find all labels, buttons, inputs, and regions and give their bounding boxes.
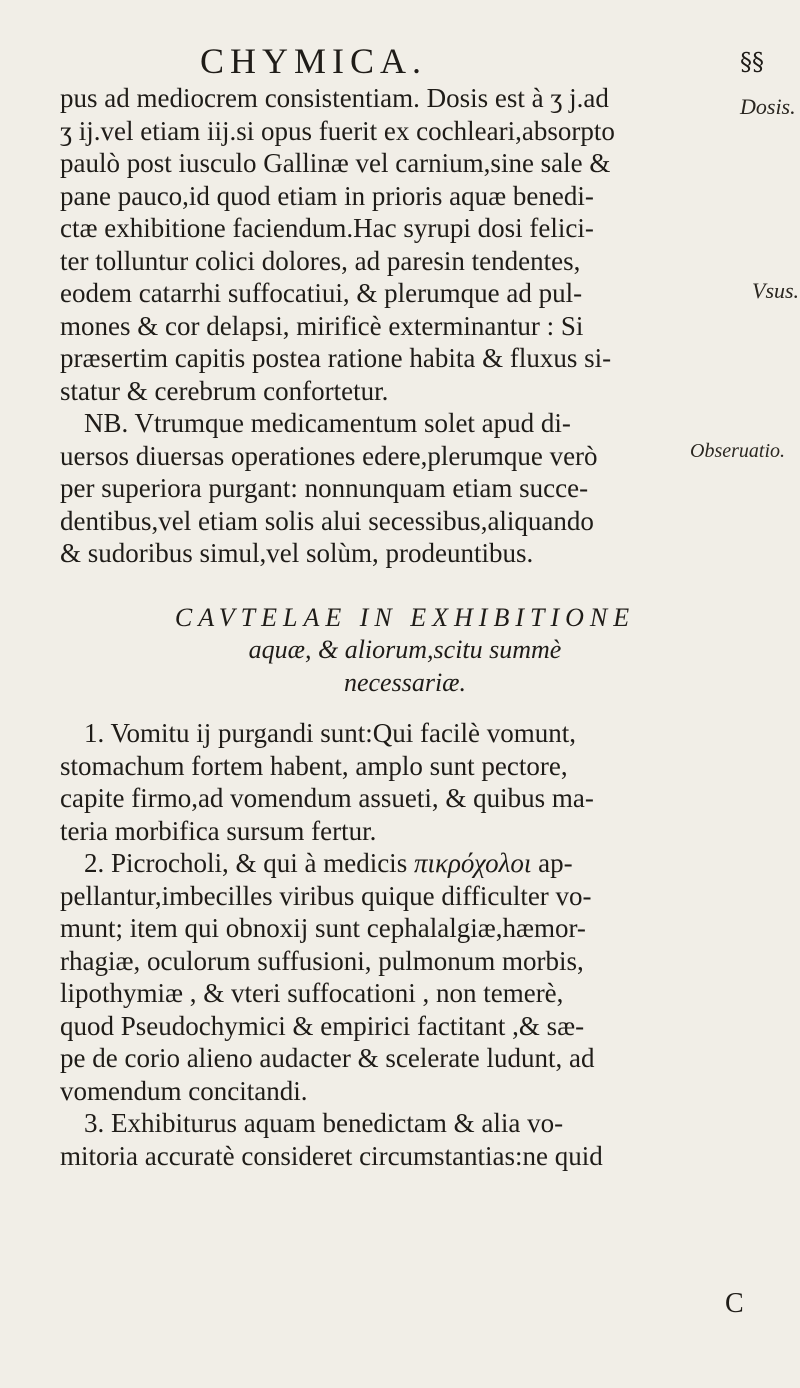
item-1 bbox=[60, 717, 750, 847]
text-line: & sudoribus simul,vel solùm, prodeuntibus. bbox=[60, 538, 534, 568]
text-line: munt; item qui obnoxij sunt cephalalgiæ,hæmor- bbox=[60, 913, 586, 943]
text-line: dentibus,vel etiam solis alui secessibus,aliquando bbox=[60, 505, 594, 536]
margin-note-observatio: Obseruatio. bbox=[690, 440, 785, 462]
section-subheading: necessariæ. bbox=[343, 667, 467, 697]
paragraph-nota-bene bbox=[60, 407, 750, 570]
text-line: per superiora purgant: nonnunquam etiam succe- bbox=[60, 473, 589, 503]
text-line: ctæ exhibitione faciendum.Hac syrupi dosi felici- bbox=[60, 213, 594, 243]
greek-term: πικρόχολοι bbox=[413, 848, 532, 878]
text-segment: ap- bbox=[531, 848, 573, 878]
text-line: pus ad mediocrem consistentiam. Dosis est à ʒ j.ad bbox=[60, 83, 609, 113]
text-line: pe de corio alieno audacter & scelerate ludunt, ad bbox=[60, 1043, 595, 1073]
text-line: NB. Vtrumque medicamentum solet apud di- bbox=[84, 408, 571, 438]
text-line: ʒ ij.vel etiam iij.si opus fuerit ex cochleari,absorpto bbox=[60, 115, 615, 146]
text-line: uersos diuersas operationes edere,plerumque verò bbox=[60, 440, 598, 471]
text-line: capite firmo,ad vomendum assueti, & quibus ma- bbox=[60, 783, 594, 813]
text-segment: 2. Picrocholi, & qui à medicis bbox=[84, 848, 408, 878]
margin-note-dosis: Dosis. bbox=[740, 94, 796, 119]
text-line: pane pauco,id quod etiam in prioris aquæ benedi- bbox=[60, 180, 594, 211]
signature-mark: C bbox=[725, 1288, 744, 1319]
text-line: 1. Vomitu ij purgandi sunt:Qui facilè vomunt, bbox=[84, 718, 576, 748]
section-heading-block bbox=[60, 602, 750, 700]
text-line: 3. Exhibiturus aquam benedictam & alia vo- bbox=[84, 1108, 564, 1138]
text-line: mitoria accuratè consideret circumstantias:ne quid bbox=[60, 1140, 603, 1171]
running-head: CHYMICA. bbox=[200, 41, 428, 81]
spacer bbox=[60, 570, 750, 596]
text-line: ter tolluntur colici dolores, ad paresin tendentes, bbox=[60, 245, 581, 276]
spacer bbox=[60, 699, 750, 717]
section-subheading: aquæ, & aliorum,scitu summè bbox=[248, 635, 562, 664]
body-text bbox=[60, 82, 750, 1172]
item-2 bbox=[60, 847, 750, 1107]
item-3 bbox=[60, 1107, 750, 1172]
text-line: teria morbifica sursum fertur. bbox=[60, 815, 377, 846]
text-line: statur & cerebrum confortetur. bbox=[60, 375, 389, 406]
text-line bbox=[60, 847, 750, 880]
text-line: vomendum concitandi. bbox=[60, 1075, 308, 1106]
text-line: mones & cor delapsi, mirificè exterminantur : Si bbox=[60, 310, 584, 341]
paragraph-dosis bbox=[60, 82, 750, 407]
section-heading: CAVTELAE IN EXHIBITIONE bbox=[174, 602, 636, 632]
text-line: rhagiæ, oculorum suffusioni, pulmonum morbis, bbox=[60, 945, 584, 976]
text-line: præsertim capitis postea ratione habita & fluxus si- bbox=[60, 343, 612, 373]
text-line: eodem catarrhi suffocatiui, & plerumque ad pul- bbox=[60, 278, 583, 308]
text-line: stomachum fortem habent, amplo sunt pectore, bbox=[60, 750, 568, 781]
text-line: paulò post iusculo Gallinæ vel carnium,sine sale & bbox=[60, 148, 611, 178]
text-line: lipothymiæ , & vteri suffocationi , non temerè, bbox=[60, 978, 564, 1008]
page-header bbox=[0, 40, 800, 80]
margin-note-vsus: Vsus. bbox=[752, 278, 800, 303]
text-line: pellantur,imbecilles viribus quique difficulter vo- bbox=[60, 880, 592, 911]
page-number: §§ bbox=[740, 48, 764, 76]
text-line: quod Pseudochymici & empirici factitant ,& sæ- bbox=[60, 1010, 585, 1041]
